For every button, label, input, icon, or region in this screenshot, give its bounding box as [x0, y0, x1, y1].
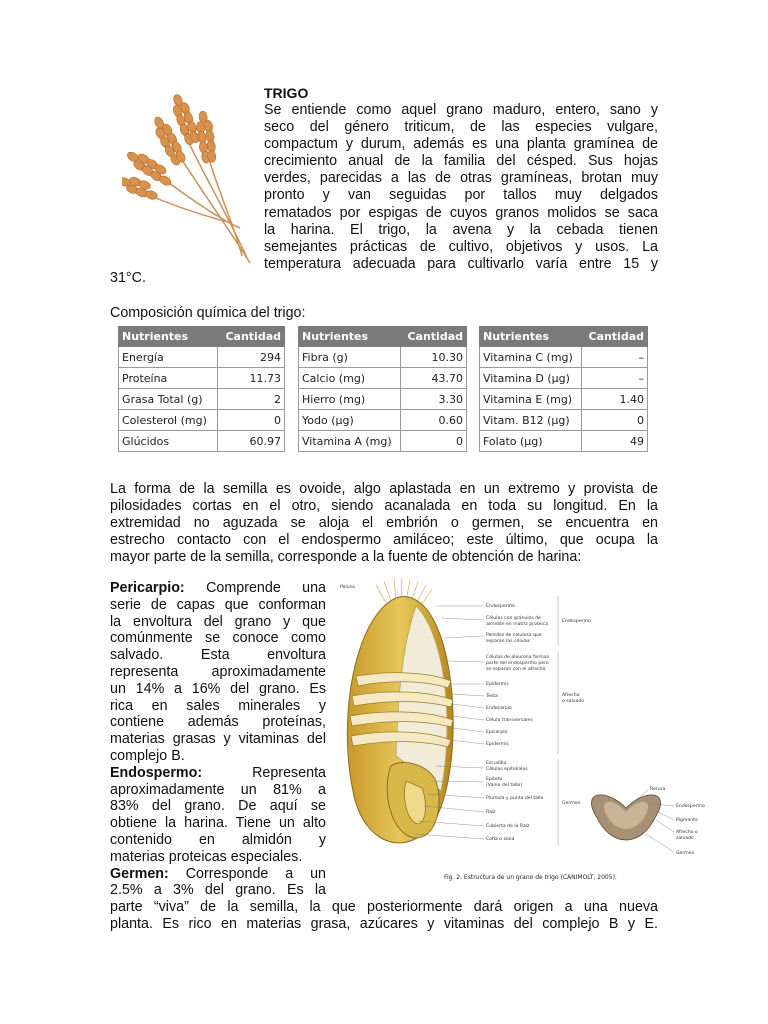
intro-line: Se entiende como aquel grano maduro, entero, sano y	[264, 102, 658, 118]
nutrient-name: Vitamina A (mg)	[299, 431, 401, 452]
nutrient-quantity: 294	[217, 347, 284, 368]
label-aleurona-2: parte del endospermo pero	[486, 661, 549, 666]
table-row	[480, 368, 648, 389]
column-header: Nutrientes	[480, 327, 582, 347]
nutrient-quantity: 0	[582, 410, 648, 431]
label-epiteto: Epiteto	[486, 777, 503, 782]
label-plumula: Plúmula y punta del tallo	[486, 796, 544, 801]
paragraph-line: parte “viva” de la semilla, la que posteriormente dará origen a una nueva	[110, 899, 658, 915]
label-epidermis-top: Epidermis	[486, 682, 509, 687]
label-celulas-epiteliales: Células epiteliales	[486, 767, 528, 772]
paragraph-line: materias grasas y vitaminas del	[110, 731, 326, 748]
nutrient-quantity: 11.73	[217, 368, 284, 389]
endospermo-term: Endospermo:	[110, 764, 203, 781]
table-row	[480, 347, 648, 368]
label-vaina-tallo: (Vaina del tallo)	[486, 783, 523, 788]
nutrient-table-3	[479, 326, 648, 452]
germen-term: Germen:	[110, 865, 169, 882]
table-row	[119, 389, 285, 410]
column-header: Nutrientes	[299, 327, 401, 347]
paragraph-line: serie de capas que conforman	[110, 596, 326, 613]
table-header-row	[480, 327, 648, 347]
nutrient-name: Hierro (mg)	[299, 389, 401, 410]
nutrient-name: Proteína	[119, 368, 218, 389]
nutrient-name: Grasa Total (g)	[119, 389, 218, 410]
intro-line: crecimiento anual de la familia del césped. Sus hojas	[264, 153, 658, 170]
nutrient-name: Vitamina C (mg)	[480, 347, 582, 368]
wheat-image	[122, 88, 257, 268]
paragraph-line: La forma de la semilla es ovoide, algo aplastada en un extremo y provista de	[110, 481, 658, 497]
paragraph-line: Endospermo: Representa	[110, 764, 326, 781]
table-row	[119, 410, 285, 431]
nutrient-quantity: 1.40	[582, 389, 648, 410]
nutrient-quantity: 0	[217, 410, 284, 431]
nutrient-name: Glúcidos	[119, 431, 218, 452]
table-row	[299, 431, 467, 452]
cs-label-afrecho: Afrecho o	[676, 830, 698, 835]
pericarpio-term: Pericarpio:	[110, 580, 185, 596]
nutrient-quantity: 60.97	[217, 431, 284, 452]
paragraph-line: la envoltura del grano y que	[110, 613, 326, 630]
grain-illustration	[347, 578, 453, 843]
paragraph-line: Pericarpio: Comprende una	[110, 580, 326, 596]
nutrient-quantity: 0.60	[401, 410, 467, 431]
paragraph-line: contiene además proteínas,	[110, 714, 326, 731]
column-header: Nutrientes	[119, 327, 218, 347]
composition-heading: Composición química del trigo:	[110, 305, 306, 321]
paragraph-line: rica en sales minerales y	[110, 697, 326, 714]
nutrient-quantity: 43.70	[401, 368, 467, 389]
paragraph-line: aproximadamente un 81% a	[110, 781, 326, 798]
intro-line: semejantes prácticas de cultivo, objetivos y usos. La	[264, 238, 658, 255]
label-paredes-2: separan las células	[486, 639, 530, 644]
paragraph-line: mayor parte de la semilla, corresponde a la fuente de obtención de harina:	[110, 549, 582, 565]
paragraph-line: un 14% a 16% del grano. Es	[110, 680, 326, 697]
label-cubierta-raiz: Cubierta de la Raíz	[486, 824, 530, 829]
paragraph-line: complejo B.	[110, 747, 185, 764]
nutrient-name: Vitamina D (µg)	[480, 368, 582, 389]
label-paredes: Paredes de celulosa que	[486, 633, 542, 638]
column-header: Cantidad	[401, 327, 467, 347]
nutrient-quantity: 0	[401, 431, 467, 452]
cs-label-endospermo: Endospermo	[676, 804, 705, 809]
intro-line: verdes, parecidas a las de otras gramíneas, brotan muy	[264, 170, 658, 187]
nutrient-name: Calcio (mg)	[299, 368, 401, 389]
label-raiz: Raíz	[486, 810, 496, 815]
intro-line: compactum y durum, además es una planta gramínea de	[264, 136, 658, 153]
table-row	[480, 389, 648, 410]
group-label-afrecho-2: o salvado	[562, 699, 585, 704]
paragraph-line: materias proteicas especiales.	[110, 848, 303, 865]
table-row	[119, 431, 285, 452]
nutrient-name: Energía	[119, 347, 218, 368]
intro-line: seco del género triticum, de las especies vulgare,	[264, 119, 658, 136]
nutrient-name: Yodo (µg)	[299, 410, 401, 431]
nutrient-name: Vitam. B12 (µg)	[480, 410, 582, 431]
intro-paragraph	[264, 102, 658, 273]
intro-line: temperatura adecuada para cultivarlo varía entre 15 y	[264, 255, 658, 272]
column-header: Cantidad	[217, 327, 284, 347]
document-title: TRIGO	[264, 85, 309, 101]
group-label-afrecho: Afrecho	[562, 693, 580, 698]
intro-line: rematados por espigas de cuyos granos molidos se saca	[264, 204, 658, 221]
figure-caption: Fig. 2. Estructura de un grano de trigo (CANIMOLT, 2005).	[444, 874, 617, 881]
grain-structure-diagram	[336, 576, 706, 886]
label-celula-transversales: Célula transversales	[486, 718, 533, 723]
nutrient-quantity: 3.30	[401, 389, 467, 410]
cs-label-rerura: Rerura	[650, 787, 666, 792]
label-epicarpio: Epicarpio	[486, 730, 508, 735]
germen-continuation	[110, 899, 658, 933]
nutrient-quantity: –	[582, 347, 648, 368]
table-row	[299, 389, 467, 410]
cs-label-pigmento: Pigmento	[676, 818, 698, 823]
paragraph-line: contenido en almidón y	[110, 831, 326, 848]
nutrient-name: Vitamina E (mg)	[480, 389, 582, 410]
paragraph-line: comúnmente se conoce como	[110, 630, 326, 647]
nutrient-table-1	[118, 326, 285, 452]
label-endospermo: Endospermo	[486, 604, 515, 609]
nutrient-quantity: 10.30	[401, 347, 467, 368]
group-label-germen: Germen	[562, 801, 581, 806]
intro-line: la harina. El trigo, la avena y la cebada tienen	[264, 221, 658, 238]
table-header-row	[119, 327, 285, 347]
paragraph-line: estrecho contacto con el endospermo amiláceo; este último, que ocupa la	[110, 532, 658, 548]
label-cofia: Cofia o zona	[486, 837, 515, 842]
paragraph-line: obtiene la harina. Tiene un alto	[110, 815, 326, 832]
nutrient-quantity: 49	[582, 431, 648, 452]
seed-shape-paragraph	[110, 481, 658, 566]
nutrient-quantity: 2	[217, 389, 284, 410]
paragraph-line: representa aproximadamente	[110, 663, 326, 680]
paragraph-line: extremidad no aguzada se aloja el embrión o germen, se encuentra en	[110, 515, 658, 531]
paragraph-line: 83% del grano. De aquí se	[110, 798, 326, 815]
cs-label-germen: Germen	[676, 851, 695, 856]
paragraph-line: planta. Es rico en materias grasa, azúcares y vitaminas del complejo B y E.	[110, 916, 658, 932]
cs-label-afrecho-2: salvado	[676, 836, 694, 841]
nutrient-table-2	[298, 326, 467, 452]
label-endocarpio: Endocarpio	[486, 706, 512, 711]
paragraph-line: Germen: Corresponde a un	[110, 865, 326, 882]
label-testa: Testa	[486, 694, 498, 699]
intro-line: pronto y van seguidas por tallos muy delgados	[264, 187, 658, 204]
nutrient-name: Fibra (g)	[299, 347, 401, 368]
table-row	[299, 347, 467, 368]
column-header: Cantidad	[582, 327, 648, 347]
nutrient-name: Colesterol (mg)	[119, 410, 218, 431]
table-row	[480, 410, 648, 431]
label-aleurona-3: se separan con el afrecho	[486, 667, 546, 672]
table-header-row	[299, 327, 467, 347]
table-row	[480, 431, 648, 452]
paragraph-line: 2.5% a 3% del grano. Es la	[110, 882, 326, 899]
label-celulas-granulos: Células con gránulos de	[486, 616, 541, 621]
table-row	[119, 368, 285, 389]
label-epidermis: Epidermis	[486, 742, 509, 747]
intro-tail: 31°C.	[110, 270, 146, 286]
label-pelusa: Pelusa	[340, 585, 355, 590]
paragraph-line: pilosidades cortas en el otro, siendo acanalada en toda su longitud. En la	[110, 498, 658, 514]
paragraph-line: salvado. Esta envoltura	[110, 647, 326, 664]
table-row	[299, 368, 467, 389]
label-celulas-granulos-2: almidón en matriz proteica	[486, 622, 549, 627]
cross-section-illustration	[591, 790, 674, 852]
nutrient-quantity: –	[582, 368, 648, 389]
label-aleurona: Células de aleurona forman	[486, 655, 550, 660]
group-label-endospermo: Endospermo	[562, 619, 591, 624]
nutrient-name: Folato (µg)	[480, 431, 582, 452]
table-row	[299, 410, 467, 431]
label-escudillo: Escudillo	[486, 761, 507, 766]
grain-parts-column	[110, 580, 326, 899]
table-row	[119, 347, 285, 368]
